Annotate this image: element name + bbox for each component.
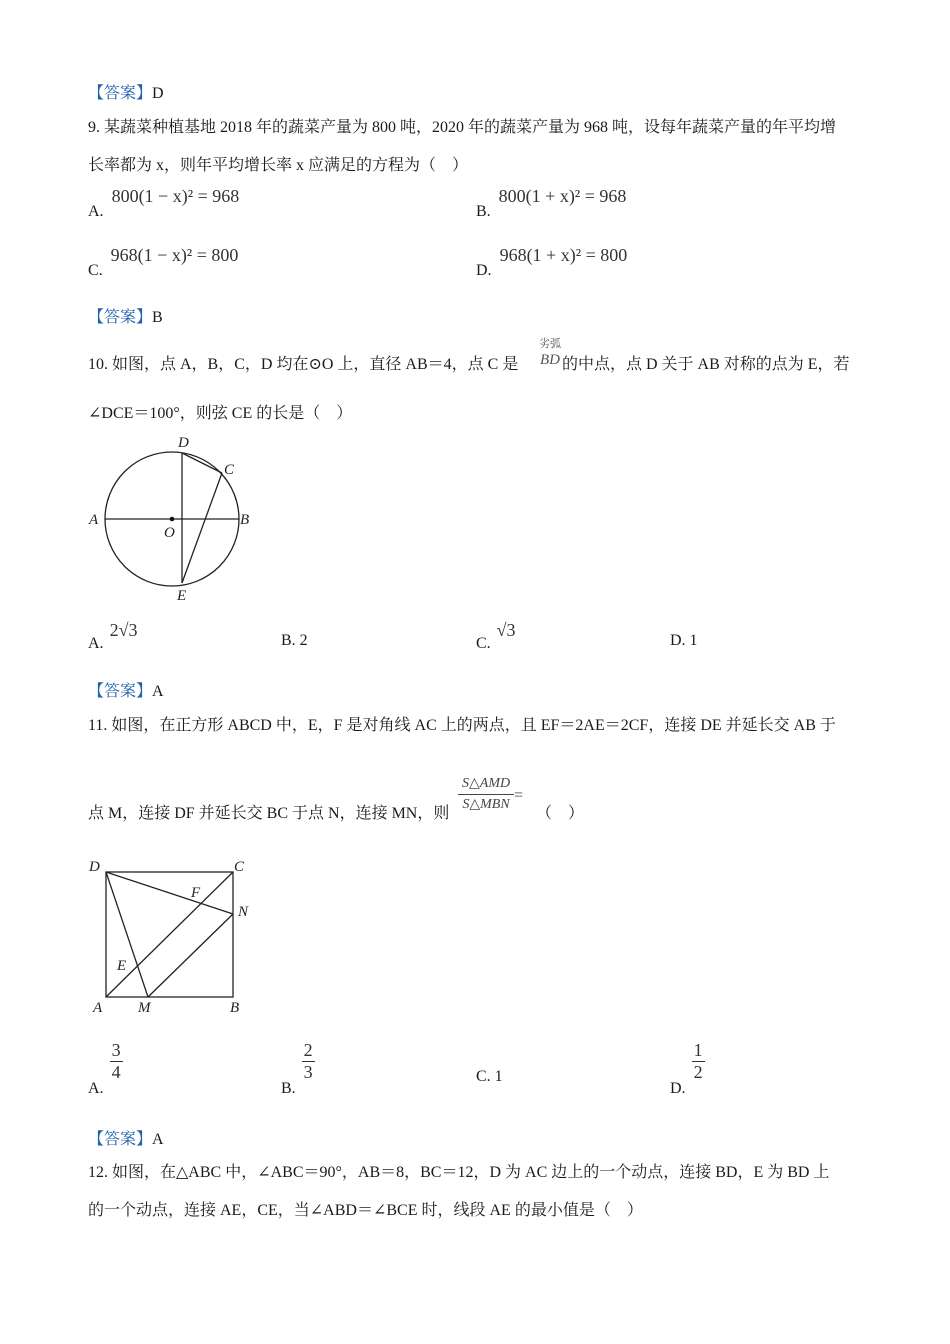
answer-q11 xyxy=(88,1126,164,1149)
option-expression: 968(1 − x)² = 800 xyxy=(110,245,239,265)
answer-tag: 【答案】 xyxy=(88,1131,153,1148)
center-point xyxy=(170,517,175,522)
q10-option-c xyxy=(476,620,516,652)
label-c: C xyxy=(234,859,245,875)
label-n: N xyxy=(238,904,249,920)
fraction-denominator: 3 xyxy=(303,1062,313,1082)
option-label: D. xyxy=(476,262,492,279)
arc-label: BD xyxy=(540,352,560,368)
ratio-equals: = xyxy=(514,787,524,804)
answer-value: A xyxy=(152,683,164,700)
option-expression: 968(1 + x)² = 800 xyxy=(499,245,628,265)
q10-line1a: 10. 如图，点 A，B，C，D 均在⊙O 上，直径 AB＝4，点 C 是 xyxy=(88,356,519,373)
q9-line1: 9. 某蔬菜种植基地 2018 年的蔬菜产量为 800 吨，2020 年的蔬菜产量为 968 吨，设每年蔬菜产量的年平均增 xyxy=(88,119,837,136)
chord-ce xyxy=(182,473,222,583)
answer-tag: 【答案】 xyxy=(88,683,153,700)
answer-value: B xyxy=(152,309,163,326)
ratio-numerator: S△AMD xyxy=(462,776,511,791)
q9-option-b xyxy=(476,186,627,220)
q11-paren: （ ） xyxy=(536,805,585,822)
answer-q10 xyxy=(88,678,164,701)
segment-mn xyxy=(148,914,233,997)
fraction-denominator: 4 xyxy=(111,1062,121,1082)
label-a: A xyxy=(89,512,99,528)
q11-option-d xyxy=(670,1040,705,1098)
answer-value: D xyxy=(152,85,164,102)
label-o: O xyxy=(164,525,175,541)
q10-option-d xyxy=(670,632,698,650)
option-label: B. 2 xyxy=(281,632,308,649)
arc-notation xyxy=(536,336,564,368)
q12-line2: 的一个动点，连接 AE，CE，当∠ABD＝∠BCE 时，线段 AE 的最小值是（ ） xyxy=(88,1202,643,1219)
q11-square-figure xyxy=(85,852,265,1022)
diagonal-ac xyxy=(106,872,233,997)
q11-line2: 点 M，连接 DF 并延长交 BC 于点 N，连接 MN，则 xyxy=(88,805,450,822)
q9-option-d xyxy=(476,245,628,279)
q12-line1: 12. 如图，在△ABC 中，∠ABC＝90°，AB＝8，BC＝12，D 为 AC 边上的一个动点，连接 BD，E 为 BD 上 xyxy=(88,1164,830,1181)
answer-tag: 【答案】 xyxy=(88,85,153,102)
option-label: C. 1 xyxy=(476,1068,503,1085)
option-label: C. xyxy=(476,635,491,652)
fraction-denominator: 2 xyxy=(693,1062,703,1082)
option-expression: 800(1 + x)² = 968 xyxy=(498,186,627,206)
q11-ratio xyxy=(458,774,514,815)
label-m: M xyxy=(138,1000,151,1016)
ratio-denominator: S△MBN xyxy=(458,794,514,815)
q11-option-a xyxy=(88,1040,123,1098)
option-label: A. xyxy=(88,635,104,652)
option-fraction xyxy=(302,1040,315,1083)
label-d: D xyxy=(178,435,189,451)
option-label: A. xyxy=(88,203,104,220)
q10-line2: ∠DCE＝100°，则弦 CE 的长是（ ） xyxy=(88,405,353,422)
option-fraction xyxy=(110,1040,123,1083)
label-d: D xyxy=(89,859,100,875)
segment-dm xyxy=(106,872,148,997)
answer-q8 xyxy=(88,80,164,103)
answer-tag: 【答案】 xyxy=(88,309,153,326)
option-expression: 800(1 − x)² = 968 xyxy=(111,186,240,206)
option-label: C. xyxy=(88,262,103,279)
q10-option-b xyxy=(281,632,308,650)
option-label: D. 1 xyxy=(670,632,698,649)
label-b: B xyxy=(230,1000,240,1016)
label-e: E xyxy=(177,588,187,604)
option-label: B. xyxy=(476,203,491,220)
option-label: B. xyxy=(281,1080,296,1098)
label-f: F xyxy=(191,885,201,901)
q10-circle-figure xyxy=(85,430,265,610)
option-label: A. xyxy=(88,1080,104,1098)
fraction-numerator: 3 xyxy=(111,1040,121,1060)
answer-q9 xyxy=(88,304,163,327)
fraction-numerator: 1 xyxy=(693,1040,703,1060)
label-c: C xyxy=(224,462,235,478)
q9-line2: 长率都为 x，则年平均增长率 x 应满足的方程为（ ） xyxy=(88,157,469,174)
q10-option-a xyxy=(88,620,138,652)
chord-dc xyxy=(182,453,222,473)
option-fraction xyxy=(692,1040,705,1083)
label-e: E xyxy=(117,958,127,974)
arc-mark: 劣弧 xyxy=(539,338,561,350)
segment-dn xyxy=(106,872,233,914)
q11-line1: 11. 如图，在正方形 ABCD 中，E，F 是对角线 AC 上的两点，且 EF＝2AE＝2CF，连接 DE 并延长交 AB 于 xyxy=(88,717,836,734)
q10-line1b: 的中点，点 D 关于 AB 对称的点为 E，若 xyxy=(562,356,850,373)
option-expression: 2√3 xyxy=(109,620,138,640)
option-label: D. xyxy=(670,1080,686,1098)
q9-option-a xyxy=(88,186,240,220)
answer-value: A xyxy=(152,1131,164,1148)
fraction-numerator: 2 xyxy=(303,1040,313,1060)
q11-option-b xyxy=(281,1040,315,1098)
q9-option-c xyxy=(88,245,239,279)
label-b: B xyxy=(240,512,250,528)
label-a: A xyxy=(93,1000,103,1016)
q11-option-c xyxy=(476,1068,503,1086)
option-expression: √3 xyxy=(496,620,516,640)
